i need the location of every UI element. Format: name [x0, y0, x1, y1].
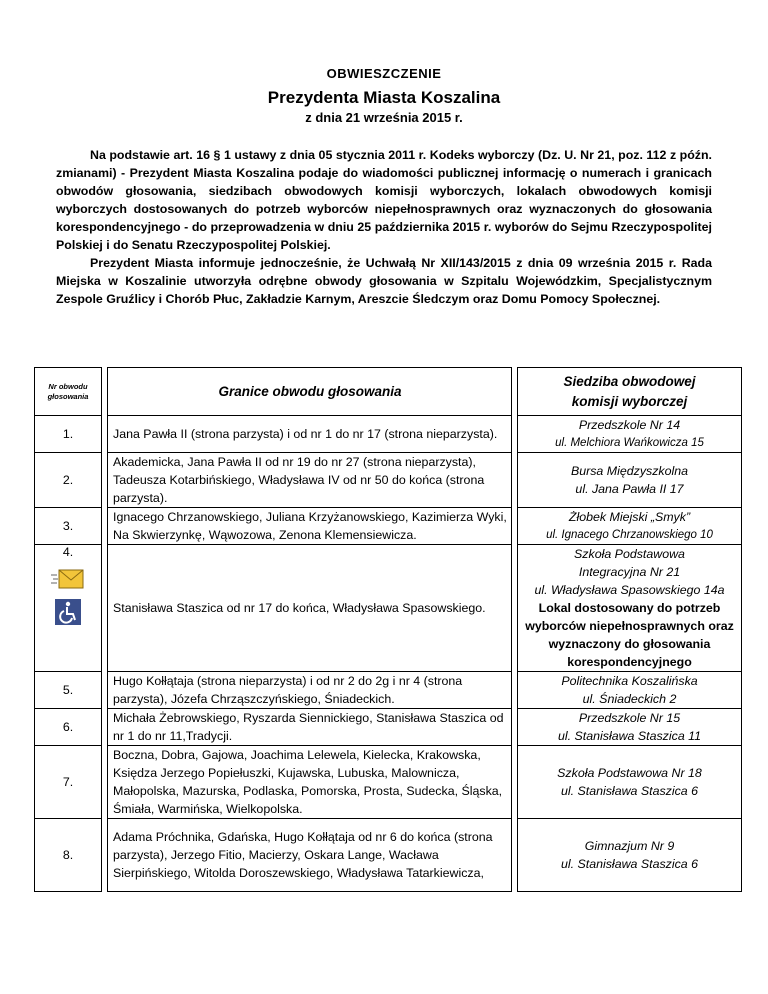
table-row: [35, 672, 742, 709]
table-row: [35, 508, 742, 545]
row-number: 4.: [35, 545, 102, 672]
row-number: 5.: [35, 672, 102, 709]
table-row: [35, 545, 742, 672]
header-bounds-cell: Granice obwodu głosowania: [108, 368, 512, 416]
intro-text: [56, 146, 712, 308]
accessibility-note: Lokal dostosowany do potrzeb wyborców niepełnosprawnych oraz wyznaczony do głosowania korespondencyjnego: [525, 601, 734, 669]
table-row: [35, 819, 742, 892]
row-seat: Szkoła Podstawowa Nr 18 ul. Stanisława Staszica 6: [518, 746, 742, 819]
row-number: 2.: [35, 453, 102, 508]
wheelchair-icon: [55, 599, 81, 625]
intro-paragraph-1: Na podstawie art. 16 § 1 ustawy z dnia 05 stycznia 2011 r. Kodeks wyborczy (Dz. U. Nr 21, poz. 112 z późn. zmianami) - Prezydent Miasta Koszalina podaje do wiadomości publicznej informację o numerach i granicach obwodów głosowania, siedzibach obwodowych komisji wyborczych, lokalach obwodowych komisji wyborczych dostosowanych do potrzeb wyborców niepełnosprawnych oraz wyznaczonych do głosowania korespondencyjnego - do przeprowadzenia w dniu 25 października 2015 r. wyborów do Sejmu Rzeczypospolitej Polskiej i do Senatu Rzeczypospolitej Polskiej.: [56, 148, 712, 252]
row-seat: Gimnazjum Nr 9 ul. Stanisława Staszica 6: [518, 819, 742, 892]
row-number: 7.: [35, 746, 102, 819]
notice-subtitle: Prezydenta Miasta Koszalina: [267, 88, 501, 107]
row-bounds: Jana Pawła II (strona parzysta) i od nr 1 do nr 17 (strona nieparzysta).: [108, 416, 512, 453]
envelope-icon: [51, 567, 85, 591]
row-bounds: Hugo Kołłątaja (strona nieparzysta) i od nr 2 do 2g i nr 4 (strona parzysta), Józefa Chrząszczyńskiego, Śniadeckich.: [108, 672, 512, 709]
districts-table: [34, 367, 742, 892]
row-seat: Żłobek Miejski „Smyk” ul. Ignacego Chrzanowskiego 10: [518, 508, 742, 545]
row-bounds: Ignacego Chrzanowskiego, Juliana Krzyżanowskiego, Kazimierza Wyki, Na Skwierzynkę, Wąwozowa, Zenona Klemensiewicza.: [108, 508, 512, 545]
row-seat: Szkoła Podstawowa Integracyjna Nr 21 ul. Władysława Spasowskiego 14a Lokal dostosowany do potrzeb wyborców niepełnosprawnych oraz wyznaczony do głosowania korespondencyjnego: [518, 545, 742, 672]
row-seat: Bursa Międzyszkolna ul. Jana Pawła II 17: [518, 453, 742, 508]
header-seat-cell: Siedziba obwodowej komisji wyborczej: [518, 368, 742, 416]
row-seat: Politechnika Koszalińska ul. Śniadeckich 2: [518, 672, 742, 709]
row-seat: Przedszkole Nr 15 ul. Stanisława Staszica 11: [518, 709, 742, 746]
table-row: [35, 416, 742, 453]
table-row: [35, 709, 742, 746]
table-row: [35, 746, 742, 819]
row-number: 1.: [35, 416, 102, 453]
notice-title: OBWIESZCZENIE: [326, 66, 442, 81]
table-header-row: [35, 368, 742, 416]
row-bounds: Boczna, Dobra, Gajowa, Joachima Lelewela, Kielecka, Krakowska, Księdza Jerzego Popiełuszki, Kujawska, Lubuska, Malownicza, Małopolska, Mazurska, Podlaska, Pomorska, Prosta, Sudecka, Śląska, Śmiała, Warmińska, Wielkopolska.: [108, 746, 512, 819]
intro-paragraph-2: Prezydent Miasta informuje jednocześnie, że Uchwałą Nr XII/143/2015 z dnia 09 września 2015 r. Rada Miejska w Koszalinie utworzyła odrębne obwody głosowania w Szpitalu Wojewódzkim, Specjalistycznym Zespole Gruźlicy i Chorób Płuc, Zakładzie Karnym, Areszcie Śledczym oraz Domu Pomocy Społecznej.: [56, 256, 712, 306]
table-row: [35, 453, 742, 508]
row-bounds: Michała Żebrowskiego, Ryszarda Siennickiego, Stanisława Staszica od nr 1 do nr 11,Tradycji.: [108, 709, 512, 746]
row-seat: Przedszkole Nr 14 ul. Melchiora Wańkowicza 15: [518, 416, 742, 453]
row-number: 8.: [35, 819, 102, 892]
row-bounds: Stanisława Staszica od nr 17 do końca, Władysława Spasowskiego.: [108, 545, 512, 672]
row-bounds: Akademicka, Jana Pawła II od nr 19 do nr 27 (strona nieparzysta), Tadeusza Kotarbińskiego, Władysława IV od nr 50 do końca (strona parzysta).: [108, 453, 512, 508]
row-number: 6.: [35, 709, 102, 746]
row-number: 3.: [35, 508, 102, 545]
notice-date: z dnia 21 września 2015 r.: [305, 110, 463, 125]
row-bounds: Adama Próchnika, Gdańska, Hugo Kołłątaja od nr 6 do końca (strona parzysta), Jerzego Fitio, Macierzy, Oskara Lange, Wacława Sierpińskiego, Witolda Doroszewskiego, Władysława Tatarkiewicza,: [108, 819, 512, 892]
header-number-cell: Nr obwodu głosowania: [35, 368, 102, 416]
